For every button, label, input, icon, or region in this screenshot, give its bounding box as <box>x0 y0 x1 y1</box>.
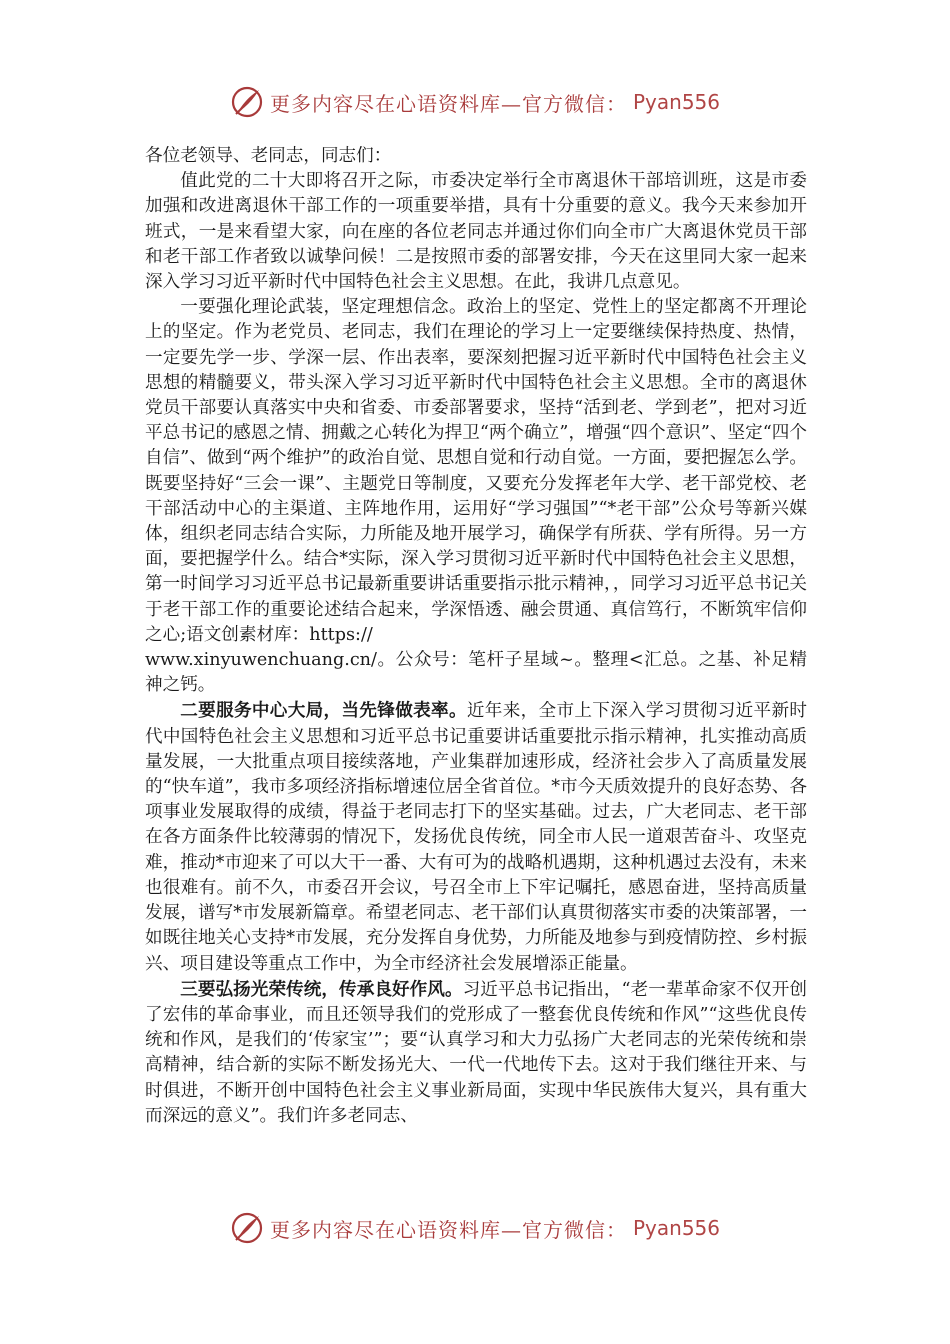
paragraph-intro: 值此党的二十大即将召开之际，市委决定举行全市离退休干部培训班，这是市委加强和改进离退休干部工作的一项重要举措，具有十分重要的意义。我今天来参加开班式，一是来看望大家，向在座的各位老同志并通过你们向全市广大离退休党员干部和老干部工作者致以诚挚问候！二是按照市委的部署安排，今天在这里同大家一起来深入学习习近平新时代中国特色社会主义思想。在此，我讲几点意见。 <box>145 171 807 293</box>
paragraph-point-three <box>145 977 807 1129</box>
point-three-text: 习近平总书记指出，“老一辈革命家不仅开创了宏伟的革命事业，而且还领导我们的党形成了一整套优良传统和作风”“这些优良传统和作风，是我们的‘传家宝’”；要“认真学习和大力弘扬广大老同志的光荣传统和崇高精神，结合新的实际不断发扬光大、一代一代地传下去。这对于我们继往开来、与时俱进，不断开创中国特色社会主义事业新局面，实现中华民族伟大复兴，具有重大而深远的意义”。我们许多老同志、 <box>145 979 807 1126</box>
banner-wechat-id: Pyan556 <box>632 90 720 114</box>
footer-banner <box>0 1208 950 1248</box>
paragraph-point-one: 一要强化理论武装，坚定理想信念。政治上的坚定、党性上的坚定都离不开理论上的坚定。作为老党员、老同志，我们在理论的学习上一定要继续保持热度、热情，一定要先学一步、学深一层、作出表率，要深刻把握习近平新时代中国特色社会主义思想的精髓要义，带头深入学习习近平新时代中国特色社会主义思想。全市的离退休党员干部要认真落实中央和省委、市委部署要求，坚持“活到老、学到老”，把对习近平总书记的感恩之情、拥戴之心转化为捍卫“两个确立”，增强“四个意识”、坚定“四个自信”、做到“两个维护”的政治自觉、思想自觉和行动自觉。一方面，要把握怎么学。既要坚持好“三会一课”、主题党日等制度，又要充分发挥老年大学、老干部党校、老干部活动中心的主渠道、主阵地作用，运用好“学习强国”“*老干部”公众号等新兴媒体，组织老同志结合实际，力所能及地开展学习，确保学有所获、学有所得。另一方面，要把握学什么。结合*实际，深入学习贯彻习近平新时代中国特色社会主义思想，第一时间学习习近平总书记最新重要讲话重要指示批示精神，，同学习习近平总书记关于老干部工作的重要论述结合起来，学深悟透、融会贯通、真信笃行，不断筑牢信仰之心;语文创素材库：https:// <box>145 297 807 645</box>
paragraph-point-one-continued: www.xinyuwenchuang.cn/。公众号：笔杆子星域~。整理<汇总。之基、补足精神之钙。 <box>145 650 807 696</box>
point-two-heading: 二要服务中心大局，当先锋做表率。 <box>180 700 467 722</box>
salutation: 各位老领导、老同志，同志们： <box>145 146 392 166</box>
banner-wechat-id: Pyan556 <box>632 1216 720 1240</box>
paragraph-point-two <box>145 698 807 976</box>
document-body <box>145 144 807 1129</box>
point-three-heading: 三要弘扬光荣传统，传承良好作风。 <box>180 978 463 1000</box>
header-banner <box>0 82 950 122</box>
quill-logo-icon <box>230 85 264 119</box>
banner-text: 更多内容尽在心语资料库—官方微信： <box>269 1217 627 1242</box>
banner-text: 更多内容尽在心语资料库—官方微信： <box>269 91 627 116</box>
quill-logo-icon <box>230 1211 264 1245</box>
point-two-text: 近年来，全市上下深入学习贯彻习近平新时代中国特色社会主义思想和习近平总书记重要讲话重要批示指示精神，扎实推动高质量发展，一大批重点项目接续落地，产业集群加速形成，经济社会步入了高质量发展的“快车道”，我市多项经济指标增速位居全省首位。*市今天质效提升的良好态势、各项事业发展取得的成绩，得益于老同志打下的坚实基础。过去，广大老同志、老干部在各方面条件比较薄弱的情况下，发扬优良传统，同全市人民一道艰苦奋斗、攻坚克难，推动*市迎来了可以大干一番、大有可为的战略机遇期，这种机遇过去没有，未来也很难有。前不久，市委召开会议，号召全市上下牢记嘱托，感恩奋进，坚持高质量发展，谱写*市发展新篇章。希望老同志、老干部们认真贯彻落实市委的决策部署，一如既往地关心支持*市发展，充分发挥自身优势，力所能及地参与到疫情防控、乡村振兴、项目建设等重点工作中，为全市经济社会发展增添正能量。 <box>145 701 807 974</box>
